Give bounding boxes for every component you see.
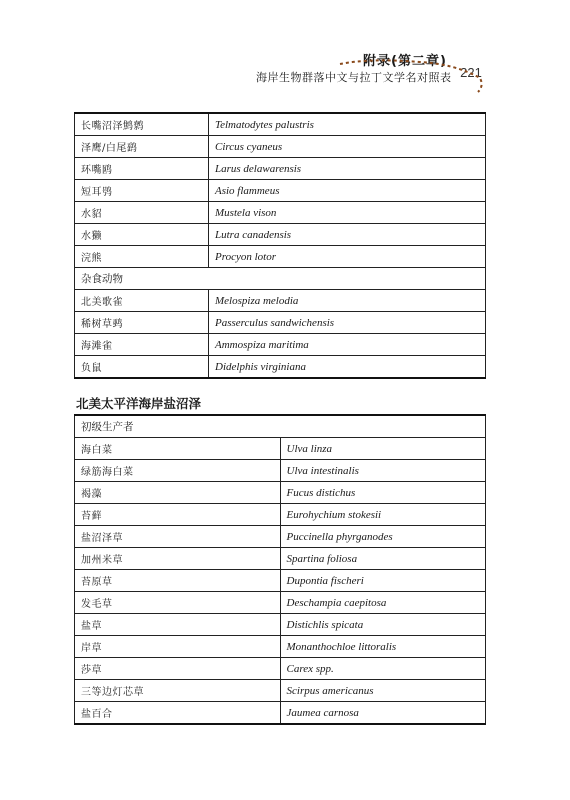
chinese-name-cell: 莎草 xyxy=(75,658,281,680)
chinese-name-cell: 盐草 xyxy=(75,614,281,636)
latin-name-cell: Carex spp. xyxy=(280,658,486,680)
table-row xyxy=(75,482,486,504)
latin-name-cell: Dupontia fischeri xyxy=(280,570,486,592)
chinese-name-cell: 加州米草 xyxy=(75,548,281,570)
latin-name-cell: Puccinella phyrganodes xyxy=(280,526,486,548)
latin-name-cell: Melospiza melodia xyxy=(209,290,486,312)
header-subtitle: 海岸生物群落中文与拉丁文学名对照表 xyxy=(256,71,452,84)
table-row xyxy=(75,504,486,526)
latin-name-cell: Ulva intestinalis xyxy=(280,460,486,482)
chinese-name-cell: 绿筋海白菜 xyxy=(75,460,281,482)
table-row xyxy=(75,356,486,379)
latin-name-cell: Passerculus sandwichensis xyxy=(209,312,486,334)
appendix-title: 附录(第二章) xyxy=(363,54,447,69)
table-row xyxy=(75,526,486,548)
chinese-name-cell: 泽鹰/白尾鹞 xyxy=(75,136,209,158)
species-table-2-body xyxy=(75,415,486,724)
table-row xyxy=(75,614,486,636)
table-row xyxy=(75,113,486,136)
latin-name-cell: Asio flammeus xyxy=(209,180,486,202)
latin-name-cell: Ulva linza xyxy=(280,438,486,460)
table-row xyxy=(75,680,486,702)
latin-name-cell: Larus delawarensis xyxy=(209,158,486,180)
table-row xyxy=(75,290,486,312)
chinese-name-cell: 长嘴沼泽鹪鹩 xyxy=(75,113,209,136)
table-row xyxy=(75,415,486,438)
category-label: 杂食动物 xyxy=(75,268,486,290)
latin-name-cell: Monanthochloe littoralis xyxy=(280,636,486,658)
table-row xyxy=(75,334,486,356)
chinese-name-cell: 海滩雀 xyxy=(75,334,209,356)
latin-name-cell: Distichlis spicata xyxy=(280,614,486,636)
table-row xyxy=(75,158,486,180)
chinese-name-cell: 稀树草鹀 xyxy=(75,312,209,334)
chinese-name-cell: 水貂 xyxy=(75,202,209,224)
chinese-name-cell: 发毛草 xyxy=(75,592,281,614)
latin-name-cell: Didelphis virginiana xyxy=(209,356,486,379)
table-row xyxy=(75,136,486,158)
chinese-name-cell: 三等边灯芯草 xyxy=(75,680,281,702)
table-row xyxy=(75,202,486,224)
species-table-1 xyxy=(74,112,486,379)
latin-name-cell: Mustela vison xyxy=(209,202,486,224)
chinese-name-cell: 海白菜 xyxy=(75,438,281,460)
latin-name-cell: Eurohychium stokesii xyxy=(280,504,486,526)
section-title: 北美太平洋海岸盐沼泽 xyxy=(76,396,202,411)
table-row xyxy=(75,592,486,614)
latin-name-cell: Deschampia caepitosa xyxy=(280,592,486,614)
latin-name-cell: Scirpus americanus xyxy=(280,680,486,702)
table-row xyxy=(75,570,486,592)
table-row xyxy=(75,246,486,268)
table-row xyxy=(75,438,486,460)
latin-name-cell: Telmatodytes palustris xyxy=(209,113,486,136)
table-row xyxy=(75,224,486,246)
species-table-2 xyxy=(74,414,486,725)
table-row xyxy=(75,268,486,290)
table-row xyxy=(75,312,486,334)
latin-name-cell: Jaumea carnosa xyxy=(280,702,486,725)
chinese-name-cell: 水獭 xyxy=(75,224,209,246)
latin-name-cell: Fucus distichus xyxy=(280,482,486,504)
table-row xyxy=(75,548,486,570)
chinese-name-cell: 北美歌雀 xyxy=(75,290,209,312)
latin-name-cell: Procyon lotor xyxy=(209,246,486,268)
chinese-name-cell: 环嘴鸥 xyxy=(75,158,209,180)
page-number: 221 xyxy=(460,65,482,80)
table-row xyxy=(75,702,486,725)
table-row xyxy=(75,180,486,202)
header-ornament-icon xyxy=(330,56,490,96)
chinese-name-cell: 苔藓 xyxy=(75,504,281,526)
chinese-name-cell: 盐沼泽草 xyxy=(75,526,281,548)
chinese-name-cell: 短耳鸮 xyxy=(75,180,209,202)
latin-name-cell: Lutra canadensis xyxy=(209,224,486,246)
latin-name-cell: Ammospiza maritima xyxy=(209,334,486,356)
chinese-name-cell: 褐藻 xyxy=(75,482,281,504)
species-table-1-body xyxy=(75,113,486,378)
chinese-name-cell: 浣熊 xyxy=(75,246,209,268)
chinese-name-cell: 苔原草 xyxy=(75,570,281,592)
latin-name-cell: Spartina foliosa xyxy=(280,548,486,570)
table-row xyxy=(75,658,486,680)
latin-name-cell: Circus cyaneus xyxy=(209,136,486,158)
category-label: 初级生产者 xyxy=(75,415,486,438)
table-row xyxy=(75,460,486,482)
table-row xyxy=(75,636,486,658)
chinese-name-cell: 负鼠 xyxy=(75,356,209,379)
chinese-name-cell: 盐百合 xyxy=(75,702,281,725)
chinese-name-cell: 岸草 xyxy=(75,636,281,658)
